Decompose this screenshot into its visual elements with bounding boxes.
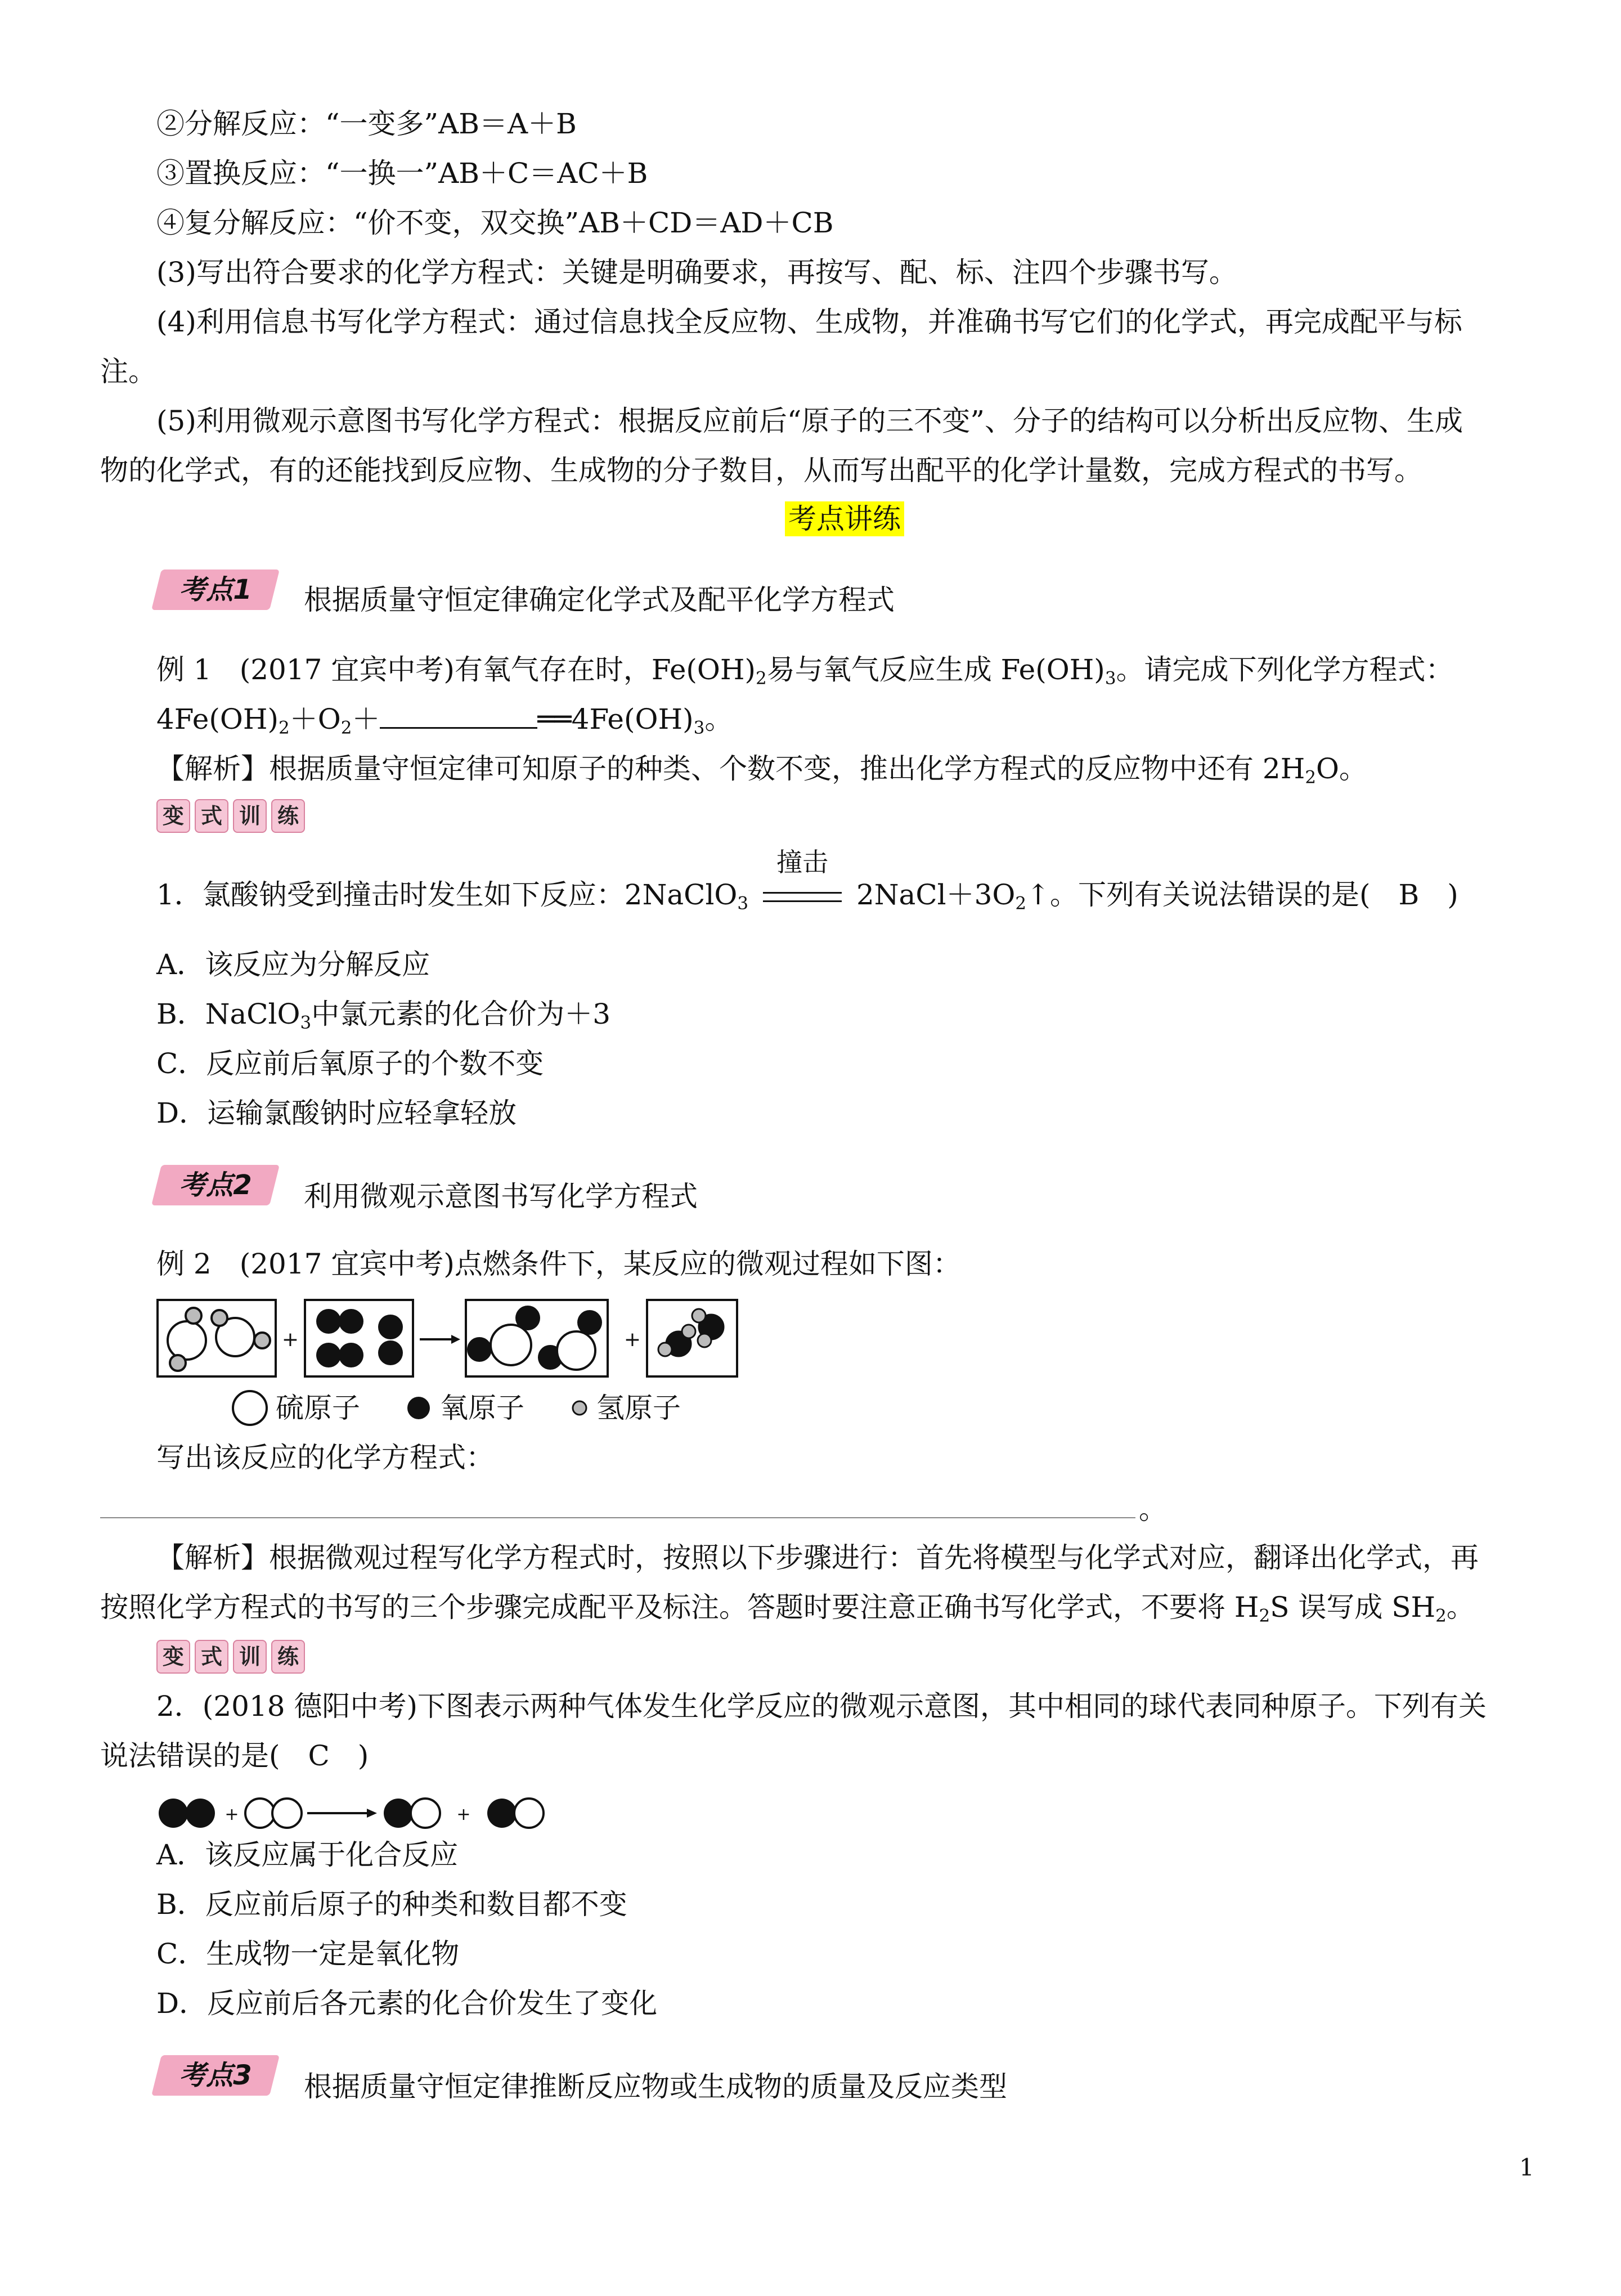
oxygen-atom-icon <box>515 1306 540 1330</box>
example-1-question: 例 1 (2017 宜宾中考)有氧气存在时，$Fe(OH)_2$易与氧气反应生成 $Fe(OH)_3$。请完成下列化学方程式： <box>156 653 1454 689</box>
kaodian-2-tag: 考点2 <box>156 1165 275 1205</box>
hydrogen-atom-icon <box>692 1309 706 1322</box>
legend-sulfur-icon <box>233 1391 267 1425</box>
svg-text:+: + <box>623 1328 641 1351</box>
question-2-option-a: A．该反应属于化合反应 <box>156 1838 459 1871</box>
variant-training-badge-2: 变 式 训 练 <box>156 1640 305 1676</box>
svg-text:+: + <box>281 1328 299 1351</box>
black-atom-icon <box>384 1799 413 1828</box>
point-4-line1: (4)利用信息书写化学方程式：通过信息找全反应物、生成物，并准确书写它们的化学式，再完成配平与标 <box>156 306 1462 338</box>
white-atom-icon <box>411 1799 440 1828</box>
legend-hydrogen-label: 氢原子 <box>596 1392 681 1424</box>
oxygen-atom-icon <box>577 1310 602 1335</box>
page-number: 1 <box>1519 2154 1534 2181</box>
legend-oxygen-icon <box>407 1397 430 1419</box>
question-2-option-c: C．生成物一定是氧化物 <box>156 1938 460 1970</box>
oxygen-atom-icon <box>339 1309 363 1334</box>
rule-double-displacement: ④复分解反应：“价不变，双交换”AB＋CD＝AD＋CB <box>156 207 834 239</box>
legend-hydrogen-icon <box>573 1401 586 1415</box>
answer-line <box>100 1517 1135 1518</box>
hydrogen-atom-icon <box>212 1310 227 1326</box>
rule-displacement: ③置换反应：“一换一”AB＋C＝AC＋B <box>156 157 648 190</box>
arrow-icon <box>451 1335 460 1344</box>
point-5-line2: 物的化学式，有的还能找到反应物、生成物的分子数目，从而写出配平的化学计量数，完成方程式的书写。 <box>100 454 1422 487</box>
oxygen-atom-icon <box>378 1340 403 1365</box>
hydrogen-atom-icon <box>682 1325 695 1338</box>
kaodian-1-tag: 考点1 <box>156 569 275 610</box>
white-atom-icon <box>245 1799 275 1828</box>
example-2-analysis-line2: 按照化学方程式的书写的三个步骤完成配平及标注。答题时要注意正确书写化学式，不要将 $H_2S$ 误写成 $SH_2$。 <box>100 1591 1475 1626</box>
example-1-analysis: 【解析】根据质量守恒定律可知原子的种类、个数不变，推出化学方程式的反应物中还有 $2H_2O$。 <box>156 752 1368 788</box>
kaodian-1-title: 根据质量守恒定律确定化学式及配平化学方程式 <box>304 584 895 616</box>
hydrogen-atom-icon <box>658 1343 672 1356</box>
question-1-option-b: B．NaClO$_3$中氯元素的化合价为＋3 <box>156 998 611 1033</box>
example-2-prompt: 写出该反应的化学方程式： <box>156 1441 494 1474</box>
oxygen-atom-icon <box>467 1337 492 1362</box>
example-2-analysis-line1: 【解析】根据微观过程写化学方程式时，按照以下步骤进行：首先将模型与化学式对应，翻译出化学式，再 <box>156 1541 1479 1574</box>
point-5-line1: (5)利用微观示意图书写化学方程式：根据反应前后“原子的三不变”、分子的结构可以分析出反应物、生成 <box>156 405 1463 437</box>
svg-text:+: + <box>456 1805 471 1824</box>
arrow-icon <box>367 1809 377 1818</box>
point-3: (3)写出符合要求的化学方程式：关键是明确要求，再按写、配、标、注四个步骤书写。 <box>156 256 1237 289</box>
reactant-box-o2 <box>305 1300 413 1376</box>
point-4-line2: 注。 <box>100 355 156 388</box>
q2-micro-diagram <box>156 1791 562 1836</box>
question-2-stem-line2: 说法错误的是( C ) <box>100 1739 369 1772</box>
hydrogen-atom-icon <box>186 1308 201 1324</box>
rule-decomposition: ②分解反应：“一变多”AB＝A＋B <box>156 107 577 140</box>
question-2-option-b: B．反应前后原子的种类和数目都不变 <box>156 1888 627 1921</box>
oxygen-atom-icon <box>316 1309 341 1334</box>
oxygen-atom-icon <box>339 1343 363 1367</box>
question-1-option-d: D．运输氯酸钠时应轻拿轻放 <box>156 1097 517 1129</box>
kaodian-3-tag: 考点3 <box>156 2055 275 2096</box>
example-1-equation: $4Fe(OH)_2+O_2+$ $══4Fe(OH)_3$。 <box>156 703 733 738</box>
question-1-option-c: C．反应前后氧原子的个数不变 <box>156 1047 544 1080</box>
oxygen-atom-icon <box>378 1315 403 1339</box>
example-2-question: 例 2 (2017 宜宾中考)点燃条件下，某反应的微观过程如下图： <box>156 1248 961 1280</box>
answer-line-end: 。 <box>1139 1493 1167 1526</box>
sulfur-atom-icon <box>168 1321 206 1360</box>
svg-text:+: + <box>224 1805 239 1824</box>
legend-sulfur-label: 硫原子 <box>276 1392 360 1424</box>
answer-blank <box>380 705 537 729</box>
question-1-stem: 1．氯酸钠受到撞击时发生如下反应：2NaClO$_3$ 撞击 $2NaCl+3O_2↑$。下列有关说法错误的是( B ) <box>156 847 1458 914</box>
kaodian-3-title: 根据质量守恒定律推断反应物或生成物的质量及反应类型 <box>304 2070 1007 2103</box>
kaodian-2-title: 利用微观示意图书写化学方程式 <box>304 1180 698 1213</box>
oxygen-atom-icon <box>316 1343 341 1367</box>
section-title: 考点讲练 <box>785 501 904 537</box>
hydrogen-atom-icon <box>698 1334 711 1347</box>
hydrogen-atom-icon <box>254 1333 270 1348</box>
question-1-option-a: A．该反应为分解反应 <box>156 948 430 981</box>
hydrogen-atom-icon <box>170 1355 186 1371</box>
white-atom-icon <box>514 1799 544 1828</box>
question-2-option-d: D．反应前后各元素的化合价发生了变化 <box>156 1987 658 2020</box>
black-atom-icon <box>186 1799 215 1828</box>
white-atom-icon <box>272 1799 302 1828</box>
black-atom-icon <box>159 1799 188 1828</box>
legend-oxygen-label: 氧原子 <box>440 1392 524 1424</box>
question-2-stem-line1: 2．(2018 德阳中考)下图表示两种气体发生化学反应的微观示意图，其中相同的球代表同种原子。下列有关 <box>156 1690 1487 1723</box>
sulfur-atom-icon <box>491 1325 531 1365</box>
reaction-condition: 撞击 <box>757 877 847 913</box>
sulfur-atom-icon <box>557 1331 595 1370</box>
variant-training-badge-1: 变 式 训 练 <box>156 799 305 835</box>
black-atom-icon <box>487 1799 517 1828</box>
